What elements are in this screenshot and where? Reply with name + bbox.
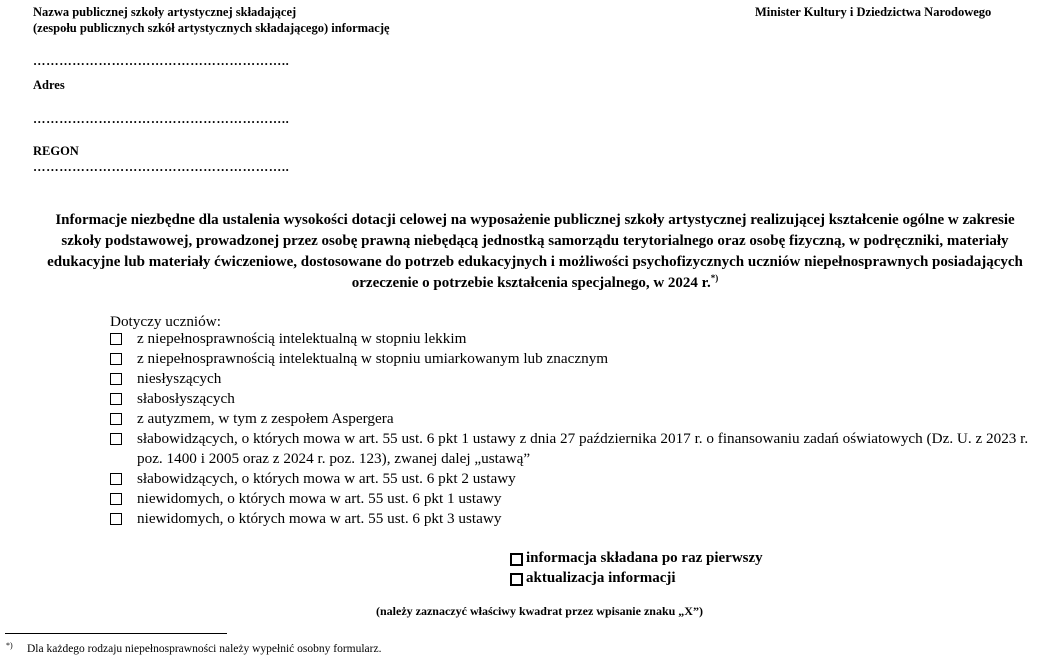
option-label: z niepełnosprawnością intelektualną w stopniu lekkim (137, 330, 467, 347)
checkbox-intellectual-moderate[interactable] (110, 353, 122, 365)
recipient-label: Minister Kultury i Dziedzictwa Narodowego (755, 5, 992, 19)
footnote-separator (5, 633, 227, 634)
option-label: słabowidzących, o których mowa w art. 55 ust. 6 pkt 1 ustawy z dnia 27 października 2017 r. o finansowaniu zadań oświatowych (Dz. U. z 2023 r. (137, 430, 1029, 447)
students-heading: Dotyczy uczniów: (110, 313, 221, 330)
school-name-label-line1: Nazwa publicznej szkoły artystycznej składającej (33, 5, 297, 19)
checkbox-deaf[interactable] (110, 373, 122, 385)
instruction-note: (należy zaznaczyć właściwy kwadrat przez wpisanie znaku „X”) (376, 604, 703, 618)
option-label: z autyzmem, w tym z zespołem Aspergera (137, 410, 394, 427)
regon-field[interactable]: ………………………………………………….. (33, 160, 290, 174)
regon-label: REGON (33, 144, 79, 158)
checkbox-intellectual-mild[interactable] (110, 333, 122, 345)
checkbox-hard-of-hearing[interactable] (110, 393, 122, 405)
option-label: niesłyszących (137, 370, 222, 387)
title-line: Informacje niezbędne dla ustalenia wysokości dotacji celowej na wyposażenie publicznej szkoły artystycznej realizującej kształcenie ogólne w zakresie (55, 212, 1015, 228)
title-line (30, 273, 1040, 294)
option-label: słabowidzących, o których mowa w art. 55 ust. 6 pkt 2 ustawy (137, 470, 516, 487)
checkbox-blind-pkt1[interactable] (110, 493, 122, 505)
first-time-label: informacja składana po raz pierwszy (526, 550, 763, 566)
option-label-continued: poz. 1400 i 2005 oraz z 2024 r. poz. 123), zwanej dalej „ustawą” (137, 450, 531, 467)
update-label: aktualizacja informacji (526, 570, 676, 586)
title-line-text: orzeczenie o potrzebie kształcenia specjalnego, w 2024 r. (351, 275, 711, 291)
checkbox-first-time[interactable] (510, 553, 523, 566)
option-label: niewidomych, o których mowa w art. 55 ust. 6 pkt 3 ustawy (137, 510, 502, 527)
document-title (30, 210, 1040, 294)
footnote-reference: *) (710, 273, 719, 283)
checkbox-visually-impaired-pkt2[interactable] (110, 473, 122, 485)
checkbox-blind-pkt3[interactable] (110, 513, 122, 525)
option-label: z niepełnosprawnością intelektualną w stopniu umiarkowanym lub znacznym (137, 350, 609, 367)
checkbox-autism[interactable] (110, 413, 122, 425)
school-name-field[interactable]: ………………………………………………….. (33, 54, 290, 68)
address-field[interactable]: ………………………………………………….. (33, 112, 290, 126)
address-label: Adres (33, 78, 65, 92)
checkbox-visually-impaired-pkt1[interactable] (110, 433, 122, 445)
footnote-mark: *) (6, 641, 13, 650)
title-line: szkoły podstawowej, prowadzonej przez osobę prawną niebędącą jednostką samorządu terytorialnego oraz osobę fizyczną, w podręczniki, materiały (61, 233, 1009, 249)
footnote-text: Dla każdego rodzaju niepełnosprawności należy wypełnić osobny formularz. (27, 643, 382, 655)
option-label: niewidomych, o których mowa w art. 55 ust. 6 pkt 1 ustawy (137, 490, 502, 507)
title-line: edukacyjne lub materiały ćwiczeniowe, dostosowane do potrzeb edukacyjnych i możliwości psychofizycznych uczniów niepełnosprawnych posiadających (47, 254, 1023, 270)
school-name-label-line2: (zespołu publicznych szkół artystycznych składającego) informację (33, 21, 390, 35)
checkbox-update[interactable] (510, 573, 523, 586)
option-label: słabosłyszących (137, 390, 235, 407)
